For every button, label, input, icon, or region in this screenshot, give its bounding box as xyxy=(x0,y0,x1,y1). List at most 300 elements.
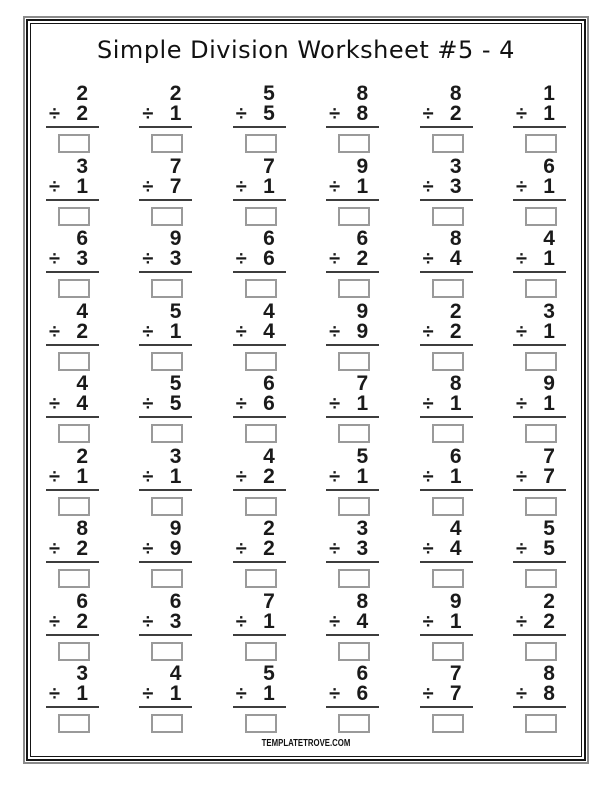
division-problem xyxy=(233,591,286,664)
dividend: 3 xyxy=(76,662,88,685)
answer-box[interactable] xyxy=(245,642,277,661)
division-problem xyxy=(326,591,379,664)
division-problem xyxy=(420,373,473,446)
divisor: 9 xyxy=(356,319,369,343)
answer-box[interactable] xyxy=(151,352,183,371)
answer-box[interactable] xyxy=(432,642,464,661)
dividend: 9 xyxy=(543,372,555,395)
divisor: 4 xyxy=(263,319,275,343)
answer-box[interactable] xyxy=(151,279,183,298)
dividend: 6 xyxy=(76,227,88,250)
division-problem xyxy=(46,591,99,664)
answer-box[interactable] xyxy=(338,714,370,733)
divisor-row xyxy=(139,174,192,198)
divide-icon: ÷ xyxy=(422,248,434,270)
divisor: 1 xyxy=(543,174,555,198)
divisor-row xyxy=(326,464,379,488)
division-problem xyxy=(513,228,566,301)
divisor-row xyxy=(420,539,473,559)
answer-box[interactable] xyxy=(432,207,464,226)
answer-line xyxy=(420,489,473,491)
answer-line xyxy=(420,271,473,273)
divide-icon: ÷ xyxy=(329,465,341,488)
answer-line xyxy=(233,561,286,563)
divide-icon: ÷ xyxy=(515,393,527,415)
divide-icon: ÷ xyxy=(329,683,341,705)
page-border-mid xyxy=(26,19,586,761)
answer-line xyxy=(46,561,99,563)
answer-line xyxy=(233,344,286,346)
answer-line xyxy=(420,706,473,708)
answer-box[interactable] xyxy=(432,569,464,588)
answer-box[interactable] xyxy=(151,424,183,443)
division-problem xyxy=(139,373,192,446)
divisor: 1 xyxy=(263,609,275,633)
dividend: 8 xyxy=(356,82,369,105)
divide-icon: ÷ xyxy=(515,538,527,560)
dividend: 5 xyxy=(543,517,555,540)
dividend: 7 xyxy=(356,372,369,395)
answer-box[interactable] xyxy=(245,134,277,153)
divisor-row xyxy=(326,104,379,124)
divide-icon: ÷ xyxy=(515,175,527,198)
answer-line xyxy=(139,416,192,418)
answer-box[interactable] xyxy=(151,497,183,516)
divisor-row xyxy=(513,249,566,269)
answer-box[interactable] xyxy=(432,279,464,298)
division-problem xyxy=(139,518,192,591)
answer-box[interactable] xyxy=(58,424,90,443)
answer-box[interactable] xyxy=(338,497,370,516)
division-problem xyxy=(420,663,473,736)
division-problem xyxy=(139,446,192,519)
divisor: 4 xyxy=(449,247,462,270)
dividend: 9 xyxy=(356,299,369,323)
divisor: 1 xyxy=(356,464,369,488)
answer-box[interactable] xyxy=(151,134,183,153)
dividend: 9 xyxy=(356,154,369,178)
divisor-row xyxy=(46,609,99,633)
dividend: 6 xyxy=(263,372,275,395)
answer-box[interactable] xyxy=(338,134,370,153)
dividend: 5 xyxy=(169,372,182,395)
dividend: 3 xyxy=(169,444,182,468)
division-problem xyxy=(139,591,192,664)
divisor: 2 xyxy=(76,609,88,633)
answer-box[interactable] xyxy=(432,134,464,153)
divisor: 2 xyxy=(263,537,275,560)
divisor-row xyxy=(233,684,286,704)
divide-icon: ÷ xyxy=(422,538,434,560)
divisor: 1 xyxy=(76,682,88,705)
divide-icon: ÷ xyxy=(235,175,247,198)
divisor: 1 xyxy=(263,682,275,705)
division-problem xyxy=(46,156,99,229)
division-problem xyxy=(233,518,286,591)
answer-line xyxy=(326,199,379,201)
answer-box[interactable] xyxy=(58,497,90,516)
answer-box[interactable] xyxy=(151,207,183,226)
divisor: 1 xyxy=(169,464,182,488)
answer-box[interactable] xyxy=(58,569,90,588)
answer-box[interactable] xyxy=(338,642,370,661)
worksheet-title: Simple Division Worksheet #5 - 4 xyxy=(97,36,515,64)
answer-line xyxy=(420,561,473,563)
dividend: 4 xyxy=(76,299,88,323)
divide-icon: ÷ xyxy=(235,393,247,415)
divisor: 2 xyxy=(543,609,555,633)
divisor: 3 xyxy=(169,609,182,633)
answer-line xyxy=(46,416,99,418)
answer-line xyxy=(46,706,99,708)
divisor: 1 xyxy=(169,682,182,705)
answer-box[interactable] xyxy=(525,207,557,226)
divide-icon: ÷ xyxy=(235,248,247,270)
divisor-row xyxy=(420,174,473,198)
divisor: 6 xyxy=(356,682,369,705)
dividend: 7 xyxy=(169,154,182,178)
answer-box[interactable] xyxy=(338,352,370,371)
division-problem xyxy=(233,446,286,519)
answer-box[interactable] xyxy=(338,207,370,226)
answer-box[interactable] xyxy=(245,714,277,733)
division-problem xyxy=(46,83,99,156)
answer-box[interactable] xyxy=(58,207,90,226)
divide-icon: ÷ xyxy=(49,465,60,488)
divide-icon: ÷ xyxy=(329,248,341,270)
answer-line xyxy=(139,634,192,636)
answer-line xyxy=(326,271,379,273)
divisor-row xyxy=(233,464,286,488)
answer-box[interactable] xyxy=(525,352,557,371)
answer-box[interactable] xyxy=(245,424,277,443)
answer-box[interactable] xyxy=(151,714,183,733)
answer-line xyxy=(513,489,566,491)
dividend: 2 xyxy=(76,444,88,468)
division-problem xyxy=(139,228,192,301)
divide-icon: ÷ xyxy=(49,248,60,270)
answer-box[interactable] xyxy=(58,279,90,298)
division-problem xyxy=(420,301,473,374)
divisor-row xyxy=(46,319,99,343)
divisor-row xyxy=(513,539,566,559)
division-problem xyxy=(326,663,379,736)
divisor: 1 xyxy=(356,174,369,198)
dividend: 1 xyxy=(543,82,555,105)
answer-line xyxy=(139,561,192,563)
divisor-row xyxy=(139,684,192,704)
divisor-row xyxy=(233,174,286,198)
divisor-row xyxy=(420,394,473,414)
division-problem xyxy=(326,83,379,156)
answer-line xyxy=(46,126,99,128)
answer-line xyxy=(513,199,566,201)
division-problem xyxy=(420,591,473,664)
divide-icon: ÷ xyxy=(329,393,341,415)
divisor: 5 xyxy=(169,392,182,415)
divisor: 2 xyxy=(356,247,369,270)
divide-icon: ÷ xyxy=(515,683,527,705)
divide-icon: ÷ xyxy=(329,320,341,343)
dividend: 4 xyxy=(169,662,182,685)
division-problem xyxy=(420,156,473,229)
page-border-inner xyxy=(30,23,582,757)
answer-line xyxy=(420,634,473,636)
divide-icon: ÷ xyxy=(49,393,60,415)
divide-icon: ÷ xyxy=(329,610,341,633)
divisor-row xyxy=(420,609,473,633)
dividend: 3 xyxy=(356,517,369,540)
answer-box[interactable] xyxy=(525,134,557,153)
answer-box[interactable] xyxy=(151,642,183,661)
divisor: 4 xyxy=(449,537,462,560)
answer-line xyxy=(46,199,99,201)
divisor: 1 xyxy=(449,464,462,488)
answer-line xyxy=(326,706,379,708)
divide-icon: ÷ xyxy=(49,610,60,633)
answer-box[interactable] xyxy=(58,134,90,153)
answer-box[interactable] xyxy=(58,352,90,371)
divisor-row xyxy=(233,319,286,343)
division-problem xyxy=(420,446,473,519)
divisor: 8 xyxy=(543,682,555,705)
divisor-row xyxy=(420,249,473,269)
dividend: 9 xyxy=(169,517,182,540)
divide-icon: ÷ xyxy=(515,610,527,633)
answer-box[interactable] xyxy=(245,207,277,226)
divisor-row xyxy=(513,104,566,124)
divide-icon: ÷ xyxy=(142,103,154,125)
dividend: 5 xyxy=(263,82,275,105)
divisor: 2 xyxy=(76,537,88,560)
dividend: 9 xyxy=(169,227,182,250)
divide-icon: ÷ xyxy=(235,103,247,125)
answer-box[interactable] xyxy=(432,352,464,371)
divide-icon: ÷ xyxy=(142,683,154,705)
answer-line xyxy=(420,126,473,128)
divide-icon: ÷ xyxy=(422,393,434,415)
divisor-row xyxy=(233,609,286,633)
divide-icon: ÷ xyxy=(49,683,60,705)
division-problem xyxy=(46,373,99,446)
dividend: 9 xyxy=(449,589,462,613)
answer-box[interactable] xyxy=(525,642,557,661)
divisor-row xyxy=(139,249,192,269)
divisor-row xyxy=(46,394,99,414)
dividend: 7 xyxy=(543,444,555,468)
divisor: 2 xyxy=(449,319,462,343)
answer-line xyxy=(326,634,379,636)
division-problem xyxy=(513,156,566,229)
answer-line xyxy=(139,271,192,273)
divide-icon: ÷ xyxy=(235,538,247,560)
divisor-row xyxy=(420,319,473,343)
answer-line xyxy=(233,199,286,201)
divide-icon: ÷ xyxy=(329,538,341,560)
answer-box[interactable] xyxy=(338,569,370,588)
division-problem xyxy=(420,228,473,301)
dividend: 4 xyxy=(263,444,275,468)
answer-box[interactable] xyxy=(432,424,464,443)
dividend: 5 xyxy=(263,662,275,685)
dividend: 2 xyxy=(449,299,462,323)
answer-line xyxy=(233,706,286,708)
divide-icon: ÷ xyxy=(329,175,341,198)
division-problem xyxy=(326,301,379,374)
answer-box[interactable] xyxy=(245,497,277,516)
division-problem xyxy=(233,83,286,156)
answer-box[interactable] xyxy=(58,714,90,733)
answer-line xyxy=(326,344,379,346)
answer-line xyxy=(46,489,99,491)
divide-icon: ÷ xyxy=(49,103,60,125)
divide-icon: ÷ xyxy=(142,610,154,633)
dividend: 4 xyxy=(76,372,88,395)
answer-box[interactable] xyxy=(338,279,370,298)
division-problem xyxy=(139,156,192,229)
divisor: 2 xyxy=(263,464,275,488)
divisor: 9 xyxy=(169,537,182,560)
division-problem xyxy=(326,518,379,591)
divisor-row xyxy=(326,174,379,198)
division-problem xyxy=(326,446,379,519)
division-problem xyxy=(46,446,99,519)
answer-line xyxy=(233,271,286,273)
answer-line xyxy=(139,489,192,491)
divisor-row xyxy=(46,174,99,198)
division-problem xyxy=(233,228,286,301)
divide-icon: ÷ xyxy=(235,465,247,488)
dividend: 4 xyxy=(263,299,275,323)
divisor-row xyxy=(326,684,379,704)
division-problem xyxy=(513,301,566,374)
dividend: 2 xyxy=(169,82,182,105)
answer-line xyxy=(420,199,473,201)
divisor: 8 xyxy=(356,102,369,125)
answer-box[interactable] xyxy=(245,352,277,371)
answer-line xyxy=(326,416,379,418)
answer-line xyxy=(513,634,566,636)
problems-grid xyxy=(46,83,566,736)
answer-box[interactable] xyxy=(338,424,370,443)
answer-box[interactable] xyxy=(525,497,557,516)
division-problem xyxy=(326,228,379,301)
dividend: 2 xyxy=(263,517,275,540)
division-problem xyxy=(46,663,99,736)
answer-line xyxy=(139,126,192,128)
division-problem xyxy=(46,301,99,374)
divisor-row xyxy=(139,104,192,124)
dividend: 8 xyxy=(543,662,555,685)
answer-box[interactable] xyxy=(245,569,277,588)
answer-box[interactable] xyxy=(525,714,557,733)
dividend: 6 xyxy=(356,662,369,685)
answer-box[interactable] xyxy=(58,642,90,661)
divide-icon: ÷ xyxy=(422,683,434,705)
divisor: 1 xyxy=(543,392,555,415)
dividend: 6 xyxy=(356,227,369,250)
divisor-row xyxy=(326,319,379,343)
division-problem xyxy=(46,228,99,301)
division-problem xyxy=(233,373,286,446)
divide-icon: ÷ xyxy=(422,465,434,488)
dividend: 4 xyxy=(543,227,555,250)
division-problem xyxy=(513,663,566,736)
divide-icon: ÷ xyxy=(515,320,527,343)
answer-line xyxy=(233,126,286,128)
division-problem xyxy=(420,518,473,591)
dividend: 6 xyxy=(449,444,462,468)
divisor: 3 xyxy=(356,537,369,560)
divisor-row xyxy=(139,319,192,343)
answer-box[interactable] xyxy=(432,497,464,516)
answer-box[interactable] xyxy=(525,279,557,298)
divisor-row xyxy=(46,464,99,488)
dividend: 7 xyxy=(263,589,275,613)
divisor: 6 xyxy=(263,247,275,270)
answer-line xyxy=(420,416,473,418)
answer-box[interactable] xyxy=(245,279,277,298)
divisor-row xyxy=(513,394,566,414)
answer-box[interactable] xyxy=(151,569,183,588)
answer-box[interactable] xyxy=(525,424,557,443)
divide-icon: ÷ xyxy=(235,683,247,705)
answer-line xyxy=(233,416,286,418)
answer-line xyxy=(513,344,566,346)
divide-icon: ÷ xyxy=(49,320,60,343)
divisor-row xyxy=(420,464,473,488)
answer-line xyxy=(46,634,99,636)
divisor: 6 xyxy=(263,392,275,415)
divisor: 2 xyxy=(76,102,88,125)
divisor-row xyxy=(233,249,286,269)
divisor-row xyxy=(139,394,192,414)
divide-icon: ÷ xyxy=(515,103,527,125)
divisor-row xyxy=(46,104,99,124)
answer-line xyxy=(326,561,379,563)
divisor: 7 xyxy=(169,174,182,198)
answer-line xyxy=(139,199,192,201)
division-problem xyxy=(139,83,192,156)
answer-line xyxy=(139,706,192,708)
dividend: 8 xyxy=(356,589,369,613)
answer-line xyxy=(513,706,566,708)
divisor-row xyxy=(326,609,379,633)
divisor: 1 xyxy=(169,319,182,343)
divisor-row xyxy=(513,319,566,343)
divide-icon: ÷ xyxy=(142,393,154,415)
answer-box[interactable] xyxy=(432,714,464,733)
dividend: 6 xyxy=(543,154,555,178)
divisor: 1 xyxy=(76,464,88,488)
divisor-row xyxy=(513,464,566,488)
division-problem xyxy=(326,156,379,229)
divide-icon: ÷ xyxy=(422,175,434,198)
answer-line xyxy=(513,271,566,273)
divisor: 1 xyxy=(356,392,369,415)
dividend: 6 xyxy=(263,227,275,250)
dividend: 2 xyxy=(76,82,88,105)
divide-icon: ÷ xyxy=(142,248,154,270)
divisor-row xyxy=(139,539,192,559)
division-problem xyxy=(46,518,99,591)
answer-box[interactable] xyxy=(525,569,557,588)
divide-icon: ÷ xyxy=(142,465,154,488)
divisor: 7 xyxy=(449,682,462,705)
answer-line xyxy=(233,634,286,636)
dividend: 6 xyxy=(76,589,88,613)
division-problem xyxy=(513,591,566,664)
